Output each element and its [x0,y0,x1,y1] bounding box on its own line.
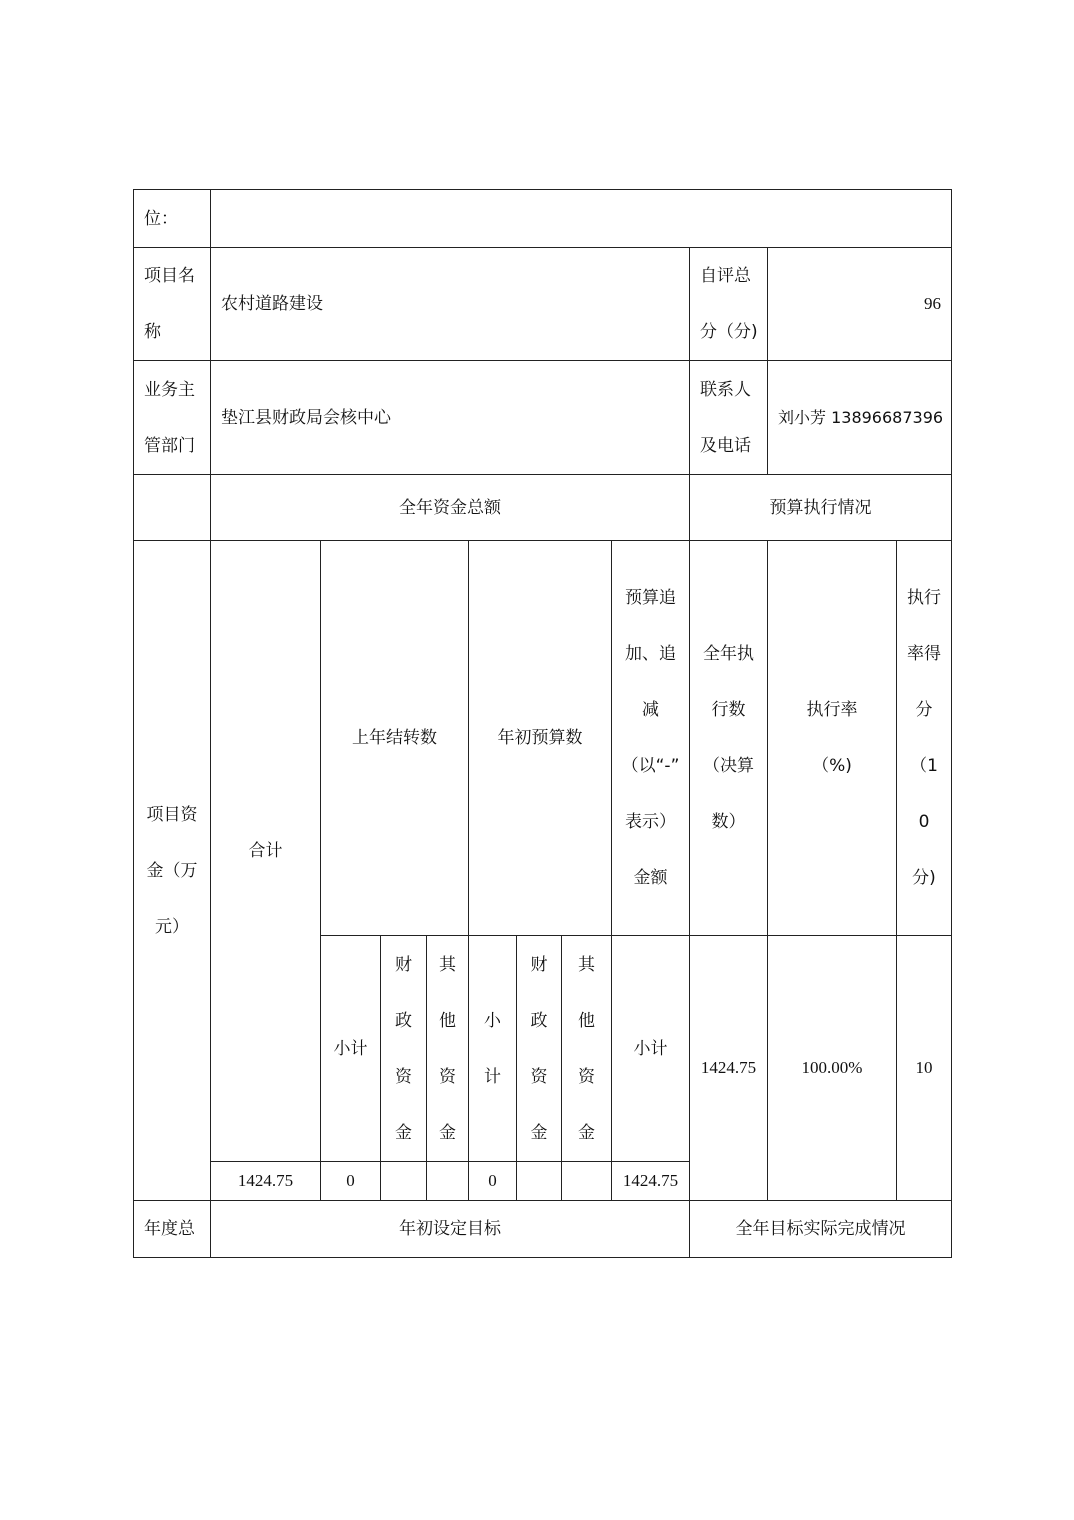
contact-value: 刘小芳 13896687396 [778,407,944,427]
unit-label: 位： [144,208,178,229]
annual-goal-label: 年度总 [144,1219,195,1239]
adjust-subtotal-label: 小计 [633,1038,668,1059]
funds-label: 项目资金（万元） [146,804,198,937]
init-subtotal-label: 小计 [484,1010,501,1087]
rate-value: 100.00% [801,1058,863,1077]
adjust-value: 1424.75 [622,1171,679,1190]
total-label: 合计 [248,841,283,861]
prior-other-label: 其他资金 [439,954,456,1143]
prior-fiscal-label: 财政资金 [395,954,412,1143]
self-score-value: 96 [924,294,941,313]
exec-value: 1424.75 [700,1058,757,1077]
exec-score-label: 执行率得分（10分) [907,588,941,888]
dept-value: 垫江县财政局会核中心 [221,407,391,428]
adjust-label: 预算追加、追减（以“-” 表示）金额 [621,588,680,888]
init-fiscal-label: 财政资金 [530,954,548,1143]
prior-fiscal-value [381,1162,426,1200]
initial-goal-header: 年初设定目标 [399,1219,501,1239]
actual-completion-header: 全年目标实际完成情况 [735,1219,906,1239]
prior-other-value [427,1162,468,1200]
self-score-label: 自评总分（分) [700,266,758,342]
annual-total-header: 全年资金总额 [399,497,501,518]
total-value: 1424.75 [237,1171,294,1190]
prior-subtotal-value: 0 [346,1171,355,1190]
annual-exec-label: 全年执行数（决算数） [703,644,754,832]
unit-value [211,190,951,247]
contact-label: 联系人及电话 [700,379,751,456]
init-other-value [562,1162,611,1200]
init-fiscal-value [517,1162,561,1200]
prior-carry-label: 上年结转数 [352,728,437,748]
init-subtotal-value: 0 [488,1171,497,1190]
dept-label: 业务主管部门 [144,379,195,456]
project-name-value: 农村道路建设 [221,294,323,314]
budget-exec-header: 预算执行情况 [769,497,872,518]
score-value: 10 [915,1058,933,1077]
hline-bottom [133,1257,952,1258]
init-other-label: 其他资金 [578,954,595,1143]
vline-right [951,189,952,1258]
project-name-label: 项目名称 [144,266,195,342]
initial-budget-label: 年初预算数 [497,728,583,748]
prior-subtotal-label: 小计 [333,1038,368,1059]
exec-rate-label: 执行率（%) [806,700,858,776]
